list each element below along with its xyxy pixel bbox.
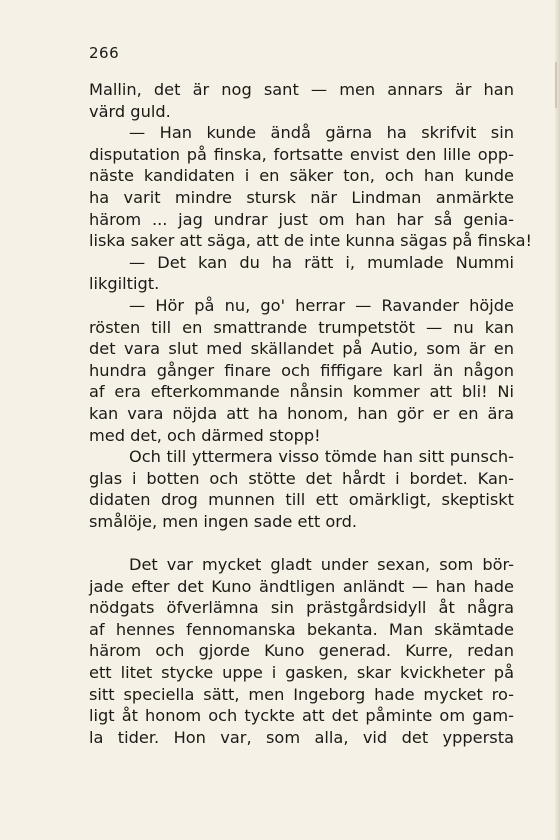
text-line: — Hör på nu, go' herrar — Ravander höjde	[129, 295, 514, 315]
page-edge	[554, 0, 560, 840]
text-line: af era efterkommande nånsin kommer att bli! Ni	[89, 382, 514, 402]
text-line: Mallin, det är nog sant — men annars är han	[89, 80, 514, 99]
body-text	[89, 79, 533, 748]
text-line: hundra gånger finare och fiffigare karl än någon	[89, 360, 514, 380]
text-line: rösten till en smattrande trumpetstöt — nu kan	[89, 317, 514, 337]
text-line: sitt speciella sätt, men Ingeborg hade mycket ro-	[89, 684, 514, 704]
text-line: nödgats öfverlämna sin prästgårdsidyll åt några	[89, 598, 514, 618]
text-line: jade efter det Kuno ändtligen anländt — han hade	[89, 576, 514, 596]
text-line: smålöje, men ingen sade ett ord.	[89, 511, 358, 531]
gutter-mark	[555, 62, 557, 108]
paragraph	[89, 252, 514, 295]
page-number: 266	[89, 44, 120, 62]
text-line: det vara slut med skällandet på Autio, som är en	[89, 339, 514, 359]
text-line: liska saker att säga, att de inte kunna sägas på finska!	[89, 231, 533, 251]
paragraph	[89, 79, 514, 122]
text-line: härom och gjorde Kuno generad. Kurre, redan	[89, 641, 514, 661]
text-line: likgiltigt.	[89, 274, 160, 294]
text-line: härom ... jag undrar just om han har så genia-	[89, 209, 514, 229]
text-line: kan vara nöjda att ha honom, han gör er en ära	[89, 403, 514, 423]
text-line: ett litet stycke uppe i gasken, skar kvickheter på	[89, 663, 514, 683]
text-line: med det, och därmed stopp!	[89, 425, 321, 445]
text-line: didaten drog munnen till ett omärkligt, skeptiskt	[89, 490, 514, 510]
text-line: af hennes fennomanska bekanta. Man skämtade	[89, 619, 514, 639]
text-line: Det var mycket gladt under sexan, som bör-	[129, 555, 514, 575]
text-line: — Han kunde ändå gärna ha skrifvit sin	[129, 123, 514, 143]
paragraph	[89, 122, 533, 252]
text-line: disputation på finska, fortsatte envist den lille opp-	[89, 144, 514, 164]
text-line: Och till yttermera visso tömde han sitt punsch-	[129, 447, 514, 467]
text-line: — Det kan du ha rätt i, mumlade Nummi	[129, 252, 514, 272]
text-line: glas i botten och stötte det hårdt i bordet. Kan-	[89, 468, 514, 488]
text-line: näste kandidaten i en säker ton, och han kunde	[89, 166, 514, 186]
paragraph	[89, 554, 514, 748]
text-line: ligt åt honom och tyckte att det påminte om gam-	[89, 706, 514, 726]
text-line: ha varit mindre stursk när Lindman anmärkte	[89, 187, 514, 207]
paragraph	[89, 295, 514, 446]
paragraph-gap	[89, 532, 514, 554]
paragraph	[89, 446, 514, 532]
text-line: värd guld.	[89, 101, 171, 121]
text-line: la tider. Hon var, som alla, vid det yppersta	[89, 727, 514, 747]
